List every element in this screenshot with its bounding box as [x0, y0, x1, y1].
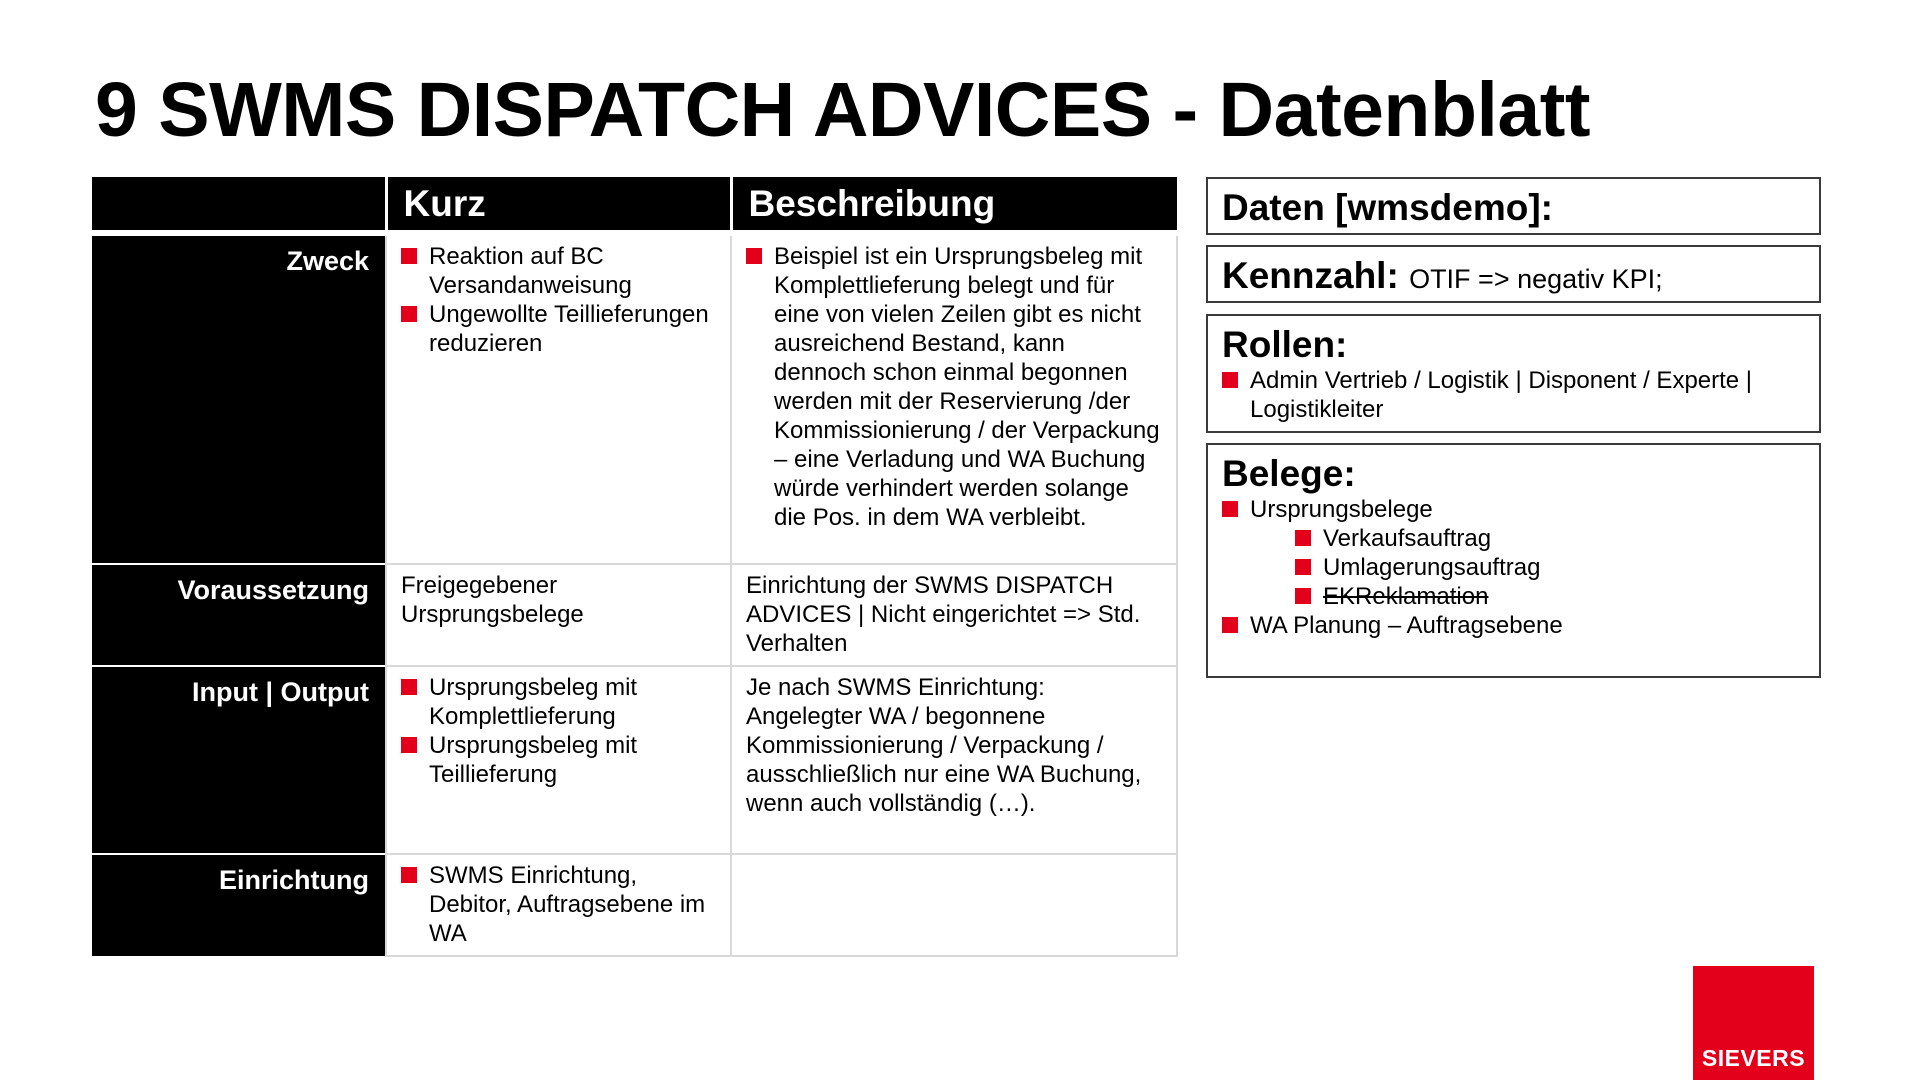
kennzahl-heading — [1222, 255, 1805, 300]
kurz-cell — [386, 233, 731, 564]
table-row-einrichtung — [92, 854, 1177, 956]
list-item: SWMS Einrichtung, Debitor, Auftragsebene im WA — [401, 861, 716, 948]
belege-list — [1222, 495, 1805, 640]
list-item: EKReklamation — [1295, 582, 1805, 611]
kurz-cell — [386, 666, 731, 854]
belege-box — [1206, 443, 1821, 678]
beschreibung-cell — [731, 233, 1177, 564]
header-empty — [92, 177, 386, 233]
rollen-list — [1222, 366, 1805, 424]
kennzahl-box — [1206, 245, 1821, 303]
sievers-logo — [1693, 966, 1814, 1080]
row-label: Voraussetzung — [92, 564, 386, 666]
list-item: Ungewollte Teillieferungen reduzieren — [401, 300, 716, 358]
kennzahl-value: OTIF => negativ KPI; — [1409, 264, 1663, 294]
rollen-box — [1206, 314, 1821, 433]
kurz-cell: Freigegebener Ursprungsbelege — [386, 564, 731, 666]
beschreibung-cell: Einrichtung der SWMS DISPATCH ADVICES | Nicht eingerichtet => Std. Verhalten — [731, 564, 1177, 666]
list-item: Ursprungsbeleg mit Teillieferung — [401, 731, 716, 789]
row-label: Einrichtung — [92, 854, 386, 956]
list-item: Umlagerungsauftrag — [1295, 553, 1805, 582]
beschreibung-cell: Je nach SWMS Einrichtung: Angelegter WA / begonnene Kommissionierung / Verpackung / ausschließlich nur eine WA Buchung, wenn auch vollständig (…). — [731, 666, 1177, 854]
list-item: Ursprungsbeleg mit Komplettlieferung — [401, 673, 716, 731]
header-kurz: Kurz — [386, 177, 731, 233]
row-label: Zweck — [92, 233, 386, 564]
list-item: Ursprungsbelege — [1222, 495, 1805, 524]
table-row-voraussetzung — [92, 564, 1177, 666]
daten-title: Daten [wmsdemo]: — [1222, 187, 1553, 228]
header-beschreibung: Beschreibung — [731, 177, 1177, 233]
daten-box — [1206, 177, 1821, 235]
list-item: WA Planung – Auftragsebene — [1222, 611, 1805, 640]
row-label: Input | Output — [92, 666, 386, 854]
table-header-row — [92, 177, 1177, 233]
table-row-input-output — [92, 666, 1177, 854]
data-sheet-table — [92, 177, 1178, 957]
rollen-title: Rollen: — [1222, 324, 1348, 365]
page-title: 9 SWMS DISPATCH ADVICES - Datenblatt — [95, 67, 1591, 153]
belege-title: Belege: — [1222, 453, 1356, 494]
list-item: Admin Vertrieb / Logistik | Disponent / Experte | Logistikleiter — [1222, 366, 1805, 424]
list-item: Reaktion auf BC Versandanweisung — [401, 242, 716, 300]
list-item: Verkaufsauftrag — [1295, 524, 1805, 553]
kennzahl-label: Kennzahl: — [1222, 255, 1399, 296]
list-item: Beispiel ist ein Ursprungsbeleg mit Komplettlieferung belegt und für eine von vielen Zeilen gibt es nicht ausreichend Bestand, kann dennoch schon einmal begonnen werden mit der Reservierung /der Kommissionierung / der Verpackung – eine Verladung und WA Buchung würde verhindert werden solange die Pos. in dem WA verbleibt. — [746, 242, 1162, 532]
beschreibung-cell — [731, 854, 1177, 956]
table-row-zweck — [92, 233, 1177, 564]
kurz-cell — [386, 854, 731, 956]
logo-text: SIEVERS — [1701, 1045, 1806, 1071]
